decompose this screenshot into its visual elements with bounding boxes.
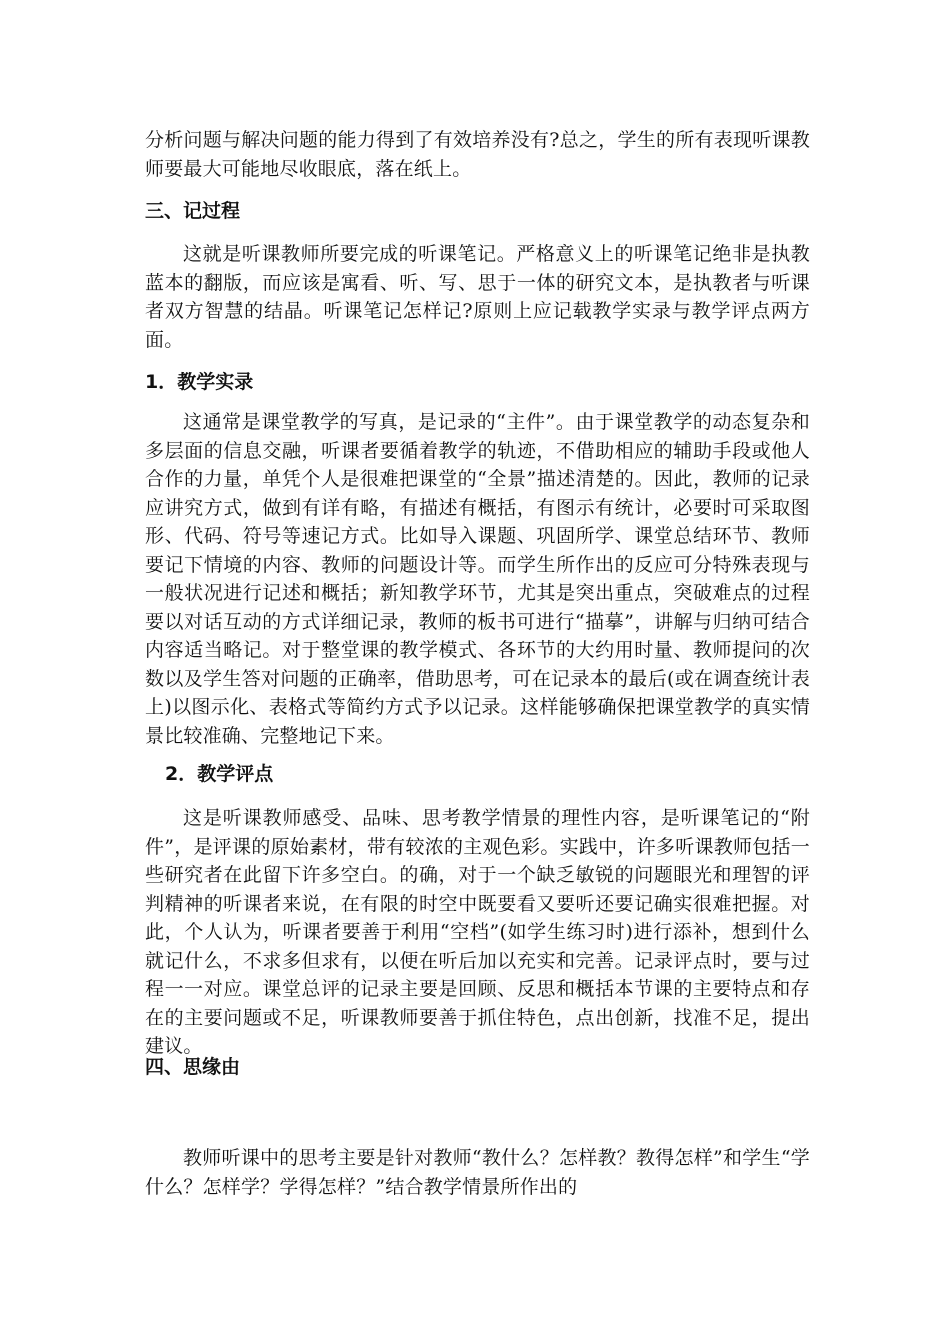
section-4-heading: 四、思缘由 — [145, 1056, 241, 1078]
intro-paragraph: 分析问题与解决问题的能力得到了有效培养没有?总之，学生的所有表现听课教师要最大可能地尽收眼底，落在纸上。 — [145, 129, 810, 180]
section-3-heading: 三、记过程 — [145, 200, 241, 222]
subsection-1-heading: 1．教学实录 — [145, 371, 254, 393]
section-3-paragraph: 这就是听课教师所要完成的听课笔记。严格意义上的听课笔记绝非是执教蓝本的翻版，而应该是寓看、听、写、思于一体的研究文本，是执教者与听课者双方智慧的结晶。听课笔记怎样记?原则上应记载教学实录与教学评点两方面。 — [145, 243, 810, 351]
subsection-1-paragraph: 这通常是课堂教学的写真，是记录的“主件”。由于课堂教学的动态复杂和多层面的信息交融，听课者要循着教学的轨迹，不借助相应的辅助手段或他人合作的力量，单凭个人是很难把课堂的“全景”描述清楚的。因此，教师的记录应讲究方式，做到有详有略，有描述有概括，有图示有统计，必要时可采取图形、代码、符号等速记方式。比如导入课题、巩固所学、课堂总结环节、教师要记下情境的内容、教师的问题设计等。而学生所作出的反应可分特殊表现与一般状况进行记述和概括；新知教学环节，尤其是突出重点，突破难点的过程要以对话互动的方式详细记录，教师的板书可进行“描摹”，讲解与归纳可结合内容适当略记。对于整堂课的教学模式、各环节的大约用时量、教师提问的次数以及学生答对问题的正确率，借助思考，可在记录本的最后(或在调查统计表上)以图示化、表格式等简约方式予以记录。这样能够确保把课堂教学的真实情景比较准确、完整地记下来。 — [145, 411, 810, 747]
section-4-paragraph: 教师听课中的思考主要是针对教师“教什么？怎样教？教得怎样”和学生“学什么？怎样学？学得怎样？”结合教学情景所作出的 — [145, 1147, 810, 1198]
subsection-2-heading: 2．教学评点 — [165, 763, 274, 785]
subsection-2-paragraph: 这是听课教师感受、品味、思考教学情景的理性内容，是听课笔记的“附件”，是评课的原始素材，带有较浓的主观色彩。实践中，许多听课教师包括一些研究者在此留下许多空白。的确，对于一个缺乏敏锐的问题眼光和理智的评判精神的听课者来说，在有限的时空中既要看又要听还要记确实很难把握。对此，个人认为，听课者要善于利用“空档”(如学生练习时)进行添补，想到什么就记什么，不求多但求有，以便在听后加以充实和完善。记录评点时，要与过程一一对应。课堂总评的记录主要是回顾、反思和概括本节课的主要特点和存在的主要问题或不足，听课教师要善于抓住特色，点出创新，找准不足，提出建议。 — [145, 807, 810, 1057]
